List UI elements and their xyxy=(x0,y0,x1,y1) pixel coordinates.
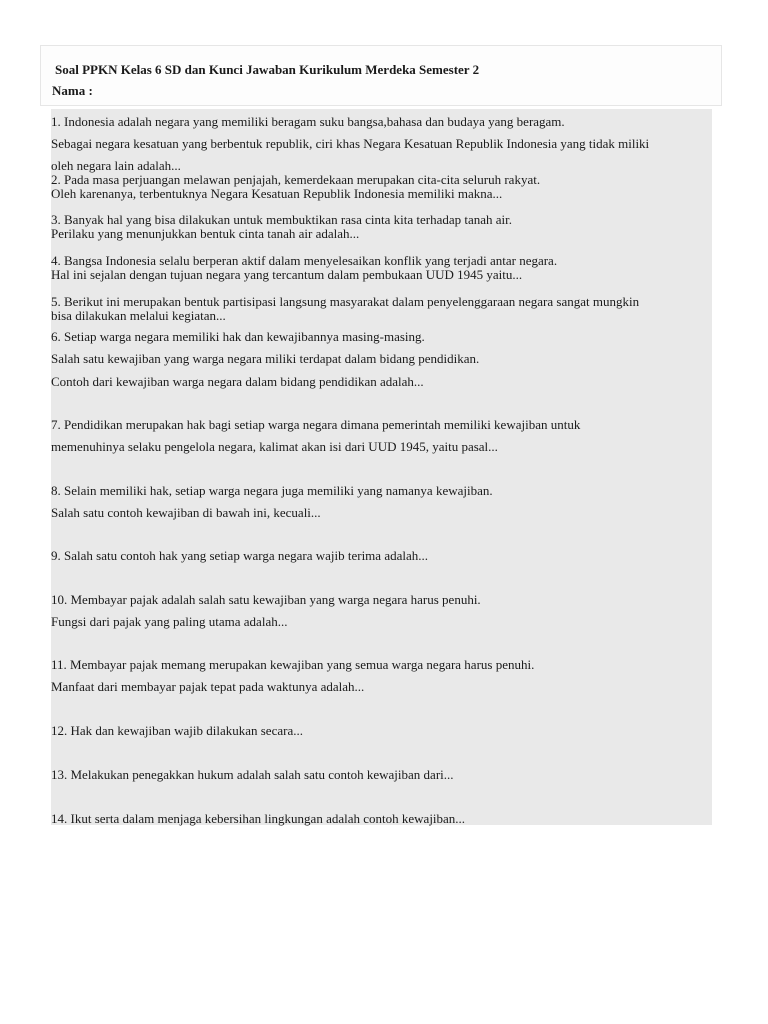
question-line: Contoh dari kewajiban warga negara dalam bidang pendidikan adalah... xyxy=(51,374,424,389)
document-title: Soal PPKN Kelas 6 SD dan Kunci Jawaban Kurikulum Merdeka Semester 2 xyxy=(55,62,480,77)
question-line: Hal ini sejalan dengan tujuan negara yang tercantum dalam pembukaan UUD 1945 yaitu... xyxy=(51,267,523,282)
question-line: 11. Membayar pajak memang merupakan kewajiban yang semua warga negara harus penuhi. xyxy=(51,657,535,672)
question-line: 3. Banyak hal yang bisa dilakukan untuk membuktikan rasa cinta kita terhadap tanah air. xyxy=(51,212,512,227)
question-line: 6. Setiap warga negara memiliki hak dan kewajibannya masing-masing. xyxy=(51,329,425,344)
question-line: 1. Indonesia adalah negara yang memiliki beragam suku bangsa,bahasa dan budaya yang beragam. xyxy=(51,114,565,129)
question-line: 7. Pendidikan merupakan hak bagi setiap warga negara dimana pemerintah memiliki kewajiban untuk xyxy=(51,417,581,432)
question-line: 10. Membayar pajak adalah salah satu kewajiban yang warga negara harus penuhi. xyxy=(51,592,481,607)
question-line: 5. Berikut ini merupakan bentuk partisipasi langsung masyarakat dalam penyelenggaraan negara sangat mungkin xyxy=(51,294,640,309)
question-line: 9. Salah satu contoh hak yang setiap warga negara wajib terima adalah... xyxy=(51,548,428,563)
question-line: Salah satu contoh kewajiban di bawah ini, kecuali... xyxy=(51,505,321,520)
question-line: oleh negara lain adalah... xyxy=(51,158,181,173)
name-field-label: Nama : xyxy=(52,83,93,98)
question-line: Fungsi dari pajak yang paling utama adalah... xyxy=(51,614,288,629)
question-line: 14. Ikut serta dalam menjaga kebersihan lingkungan adalah contoh kewajiban... xyxy=(51,811,466,826)
question-line: Salah satu kewajiban yang warga negara miliki terdapat dalam bidang pendidikan. xyxy=(51,351,480,366)
question-line: Sebagai negara kesatuan yang berbentuk republik, ciri khas Negara Kesatuan Republik Indonesia yang tidak miliki xyxy=(51,136,650,151)
question-line: 12. Hak dan kewajiban wajib dilakukan secara... xyxy=(51,723,303,738)
question-line: 2. Pada masa perjuangan melawan penjajah, kemerdekaan merupakan cita-cita seluruh rakyat. xyxy=(51,172,541,187)
document-header xyxy=(40,45,722,106)
question-line: 8. Selain memiliki hak, setiap warga negara juga memiliki yang namanya kewajiban. xyxy=(51,483,493,498)
question-line: 4. Bangsa Indonesia selalu berperan aktif dalam menyelesaikan konflik yang terjadi antar negara. xyxy=(51,253,558,268)
question-line: Oleh karenanya, terbentuknya Negara Kesatuan Republik Indonesia memiliki makna... xyxy=(51,186,503,201)
question-line: 13. Melakukan penegakkan hukum adalah salah satu contoh kewajiban dari... xyxy=(51,767,454,782)
question-line: Perilaku yang menunjukkan bentuk cinta tanah air adalah... xyxy=(51,226,360,241)
question-line: memenuhinya selaku pengelola negara, kalimat akan isi dari UUD 1945, yaitu pasal... xyxy=(51,439,498,454)
question-line: bisa dilakukan melalui kegiatan... xyxy=(51,308,226,323)
question-list xyxy=(51,109,712,825)
question-line: Manfaat dari membayar pajak tepat pada waktunya adalah... xyxy=(51,679,365,694)
